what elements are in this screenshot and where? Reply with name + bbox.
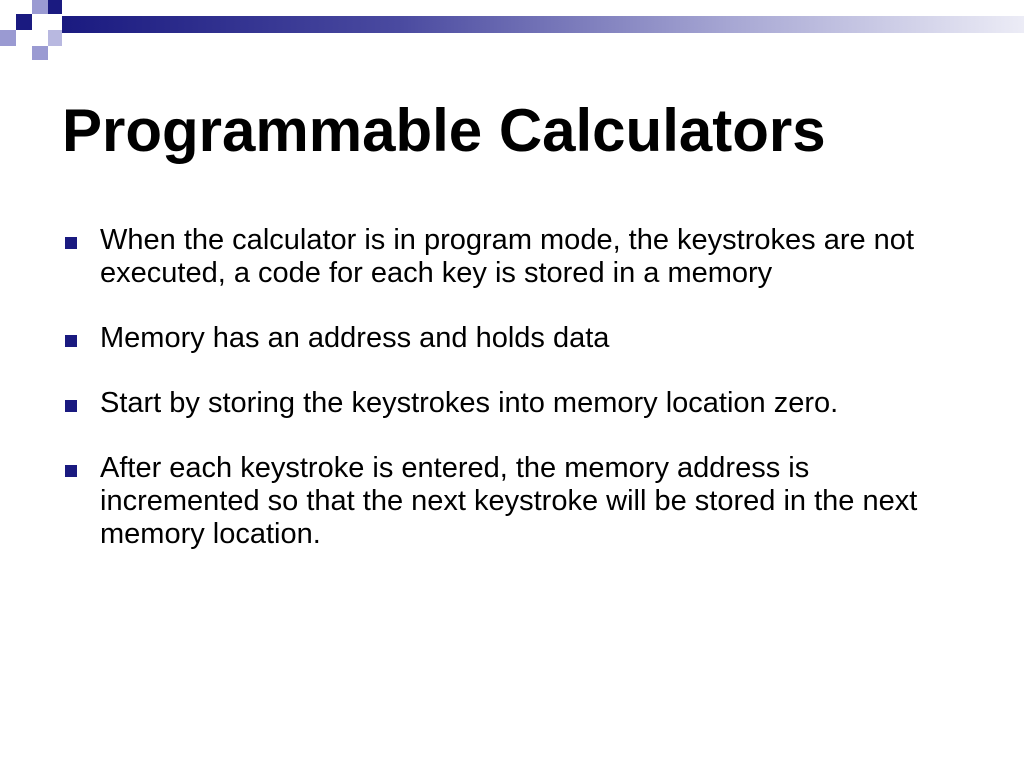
bullet-item xyxy=(62,452,962,551)
square-bullet-icon xyxy=(65,465,77,477)
bullet-list xyxy=(62,224,962,583)
header-gradient-bar xyxy=(62,16,1024,33)
corner-square-light xyxy=(32,46,48,60)
corner-square-mid xyxy=(48,30,62,46)
bullet-item xyxy=(62,322,962,355)
bullet-item xyxy=(62,387,962,420)
bullet-item xyxy=(62,224,962,290)
corner-square-dark xyxy=(16,14,32,30)
bullet-text: After each keystroke is entered, the memory address is incremented so that the next keystroke will be stored in the next memory location. xyxy=(100,452,918,550)
square-bullet-icon xyxy=(65,237,77,249)
square-bullet-icon xyxy=(65,400,77,412)
corner-square-light xyxy=(0,30,16,46)
corner-square-light xyxy=(32,0,48,14)
square-bullet-icon xyxy=(65,335,77,347)
bullet-text: When the calculator is in program mode, the keystrokes are not executed, a code for each key is stored in a memory xyxy=(100,224,914,289)
slide-title: Programmable Calculators xyxy=(62,97,826,164)
corner-square-dark xyxy=(48,0,62,14)
bullet-text: Start by storing the keystrokes into memory location zero. xyxy=(100,387,839,419)
bullet-text: Memory has an address and holds data xyxy=(100,322,610,354)
